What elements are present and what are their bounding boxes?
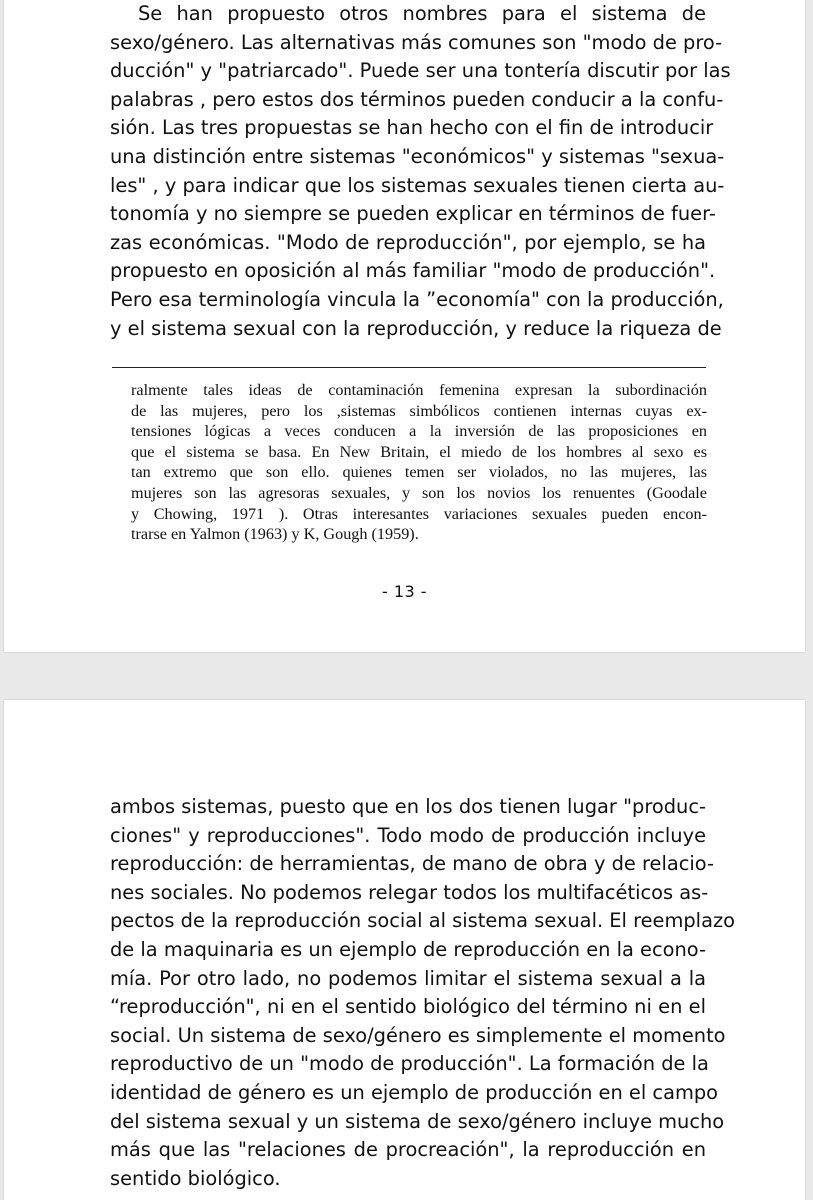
paragraph-line: reproducción: de herramientas, de mano de obra y de relacio- bbox=[110, 852, 715, 876]
paragraph-line: sión. Las tres propuestas se han hecho con el fin de introducir bbox=[110, 116, 714, 140]
page-14-paragraph bbox=[110, 793, 735, 1193]
paragraph-line: y el sistema sexual con la reproducción, y reduce la riqueza de bbox=[110, 316, 722, 340]
footnote-line: ralmente tales ideas de contaminación femenina expresan la subordinación bbox=[131, 381, 707, 399]
footnote-line: de las mujeres, pero los ,sistemas simbólicos contienen internas cuyas ex- bbox=[131, 401, 707, 420]
paragraph-line: sentido biológico. bbox=[110, 1166, 281, 1190]
paragraph-line: una distinción entre sistemas "económicos" y sistemas "sexua- bbox=[110, 144, 725, 168]
footnote-line: tensiones lógicas a veces conducen a la inversión de las proposiciones en bbox=[131, 422, 707, 441]
page-13-paragraph bbox=[110, 0, 731, 343]
paragraph-line: nes sociales. No podemos relegar todos los multifacéticos as- bbox=[110, 880, 709, 904]
paragraph-line: Pero esa terminología vincula la ”economía" con la producción, bbox=[110, 287, 724, 311]
paragraph-line: de la maquinaria es un ejemplo de reproducción en la econo- bbox=[110, 937, 706, 961]
paragraph-line: palabras , pero estos dos términos pueden conducir a la confu- bbox=[110, 87, 724, 111]
paragraph-line: zas económicas. "Modo de reproducción", por ejemplo, se ha bbox=[110, 230, 706, 254]
footnote-line: trarse en Yalmon (1963) y K, Gough (1959). bbox=[131, 525, 419, 544]
footnote-separator bbox=[112, 367, 706, 368]
paragraph-line: ciones" y reproducciones". Todo modo de producción incluye bbox=[110, 823, 706, 847]
paragraph-line: ducción" y "patriarcado". Puede ser una tontería discutir por las bbox=[110, 59, 731, 83]
footnote-line: tan extremo que son ello. quienes temen ser violados, no las mujeres, las bbox=[131, 463, 707, 482]
paragraph-line: social. Un sistema de sexo/género es simplemente el momento bbox=[110, 1023, 726, 1047]
document-page-13 bbox=[4, 0, 805, 652]
footnote-text bbox=[131, 380, 707, 545]
footnote-line: y Chowing, 1971 ). Otras interesantes variaciones sexuales pueden encon- bbox=[131, 504, 707, 523]
paragraph-line: mía. Por otro lado, no podemos limitar el sistema sexual a la bbox=[110, 966, 706, 990]
footnote-line: mujeres son las agresoras sexuales, y son los novios los renuentes (Goodale bbox=[131, 483, 707, 502]
paragraph-line: más que las "relaciones de procreación", la reproducción en bbox=[110, 1138, 706, 1162]
paragraph-line: propuesto en oposición al más familiar "modo de producción". bbox=[110, 259, 716, 283]
paragraph-line: tonomía y no siempre se pueden explicar en términos de fuer- bbox=[110, 202, 716, 226]
paragraph-line: del sistema sexual y un sistema de sexo/género incluye mucho bbox=[110, 1109, 725, 1133]
paragraph-line: pectos de la reproducción social al sistema sexual. El reemplazo bbox=[110, 909, 735, 933]
paragraph-line: reproductivo de un "modo de producción". La formación de la bbox=[110, 1052, 709, 1076]
paragraph-line: les" , y para indicar que los sistemas sexuales tienen cierta au- bbox=[110, 173, 725, 197]
document-page-14 bbox=[4, 700, 805, 1200]
paragraph-line: Se han propuesto otros nombres para el sistema de bbox=[138, 2, 706, 25]
footnote-line: que el sistema se basa. En New Britain, el miedo de los hombres al sexo es bbox=[131, 442, 707, 461]
paragraph-line: ambos sistemas, puesto que en los dos tienen lugar "produc- bbox=[110, 795, 706, 818]
paragraph-line: sexo/género. Las alternativas más comunes son "modo de pro- bbox=[110, 30, 723, 54]
page-number: - 13 - bbox=[381, 582, 428, 601]
paragraph-line: identidad de género es un ejemplo de producción en el campo bbox=[110, 1080, 719, 1104]
paragraph-line: “reproducción", ni en el sentido biológico del término ni en el bbox=[110, 995, 706, 1019]
